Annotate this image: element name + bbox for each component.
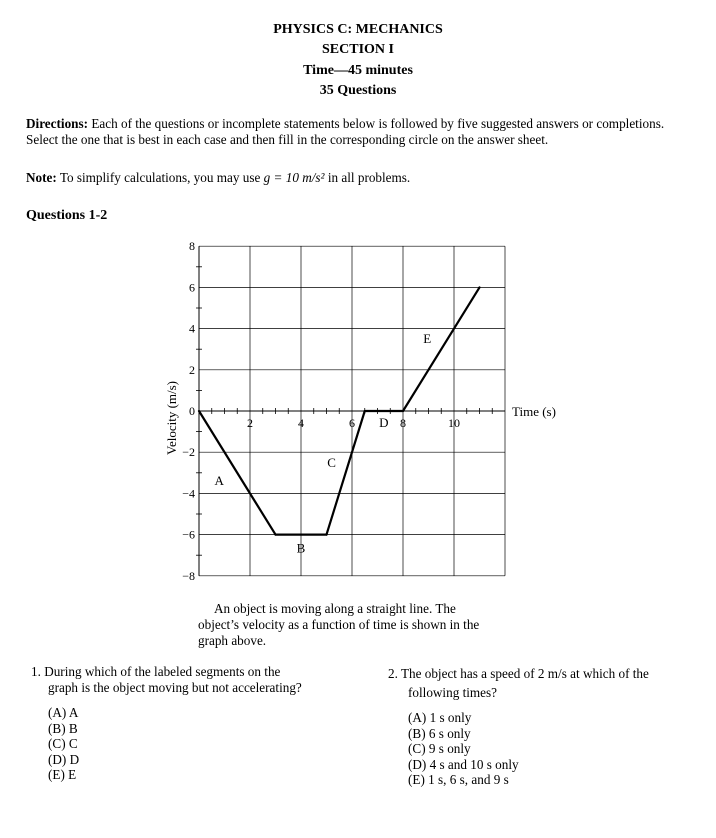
q1-option-d: (D) D <box>48 751 80 767</box>
q1-option-e: (E) E <box>48 767 77 782</box>
x-tick-label: 10 <box>448 416 460 430</box>
question-2 <box>388 666 698 701</box>
q1-option-a: (A) A <box>48 705 79 720</box>
y-tick-label: −2 <box>182 445 195 460</box>
q2-stem-line-1: 2. The object has a speed of 2 m/s at which of the <box>388 666 649 681</box>
caption-line-2: object’s velocity as a function of time is shown in the <box>198 617 480 632</box>
q2-stem-line-2: following times? <box>408 685 498 700</box>
y-tick-label: −6 <box>182 527 195 542</box>
note-label: Note: <box>26 170 57 185</box>
note-formula: g = 10 m/s² <box>263 170 325 185</box>
segment-label: B <box>296 540 306 556</box>
y-tick-label: 2 <box>189 362 195 377</box>
velocity-segment <box>327 411 365 535</box>
section-heading: SECTION I <box>322 42 394 57</box>
y-tick-label: 4 <box>189 321 195 336</box>
x-tick-label: 6 <box>349 416 355 430</box>
q2-options <box>408 710 519 788</box>
graph-caption <box>198 601 528 649</box>
graph-segment-labels <box>215 331 432 555</box>
note-text-after: in all problems. <box>324 170 411 185</box>
velocity-segment <box>403 287 480 411</box>
q1-stem-line-2: graph is the object moving but not accelerating? <box>48 680 302 695</box>
exam-title: PHYSICS C: MECHANICS <box>273 22 443 37</box>
question-count: 35 Questions <box>319 83 397 98</box>
segment-label: D <box>379 415 389 430</box>
y-tick-label: −8 <box>182 568 195 583</box>
y-tick-label: 8 <box>189 239 195 254</box>
q2-option-d: (D) 4 s and 10 s only <box>408 756 519 772</box>
directions-label: Directions: <box>26 116 89 131</box>
y-tick-label: 0 <box>189 404 195 418</box>
segment-label: A <box>214 472 224 488</box>
questions-group-title: Questions 1-2 <box>26 208 108 223</box>
note-text-before: To simplify calculations, you may use <box>59 170 264 185</box>
caption-line-1: An object is moving along a straight line. The <box>214 601 456 616</box>
q1-stem-line-1: 1. During which of the labeled segments on the <box>31 664 281 679</box>
caption-line-3: graph above. <box>198 633 267 648</box>
q1-options <box>48 705 79 783</box>
y-tick-label: −4 <box>182 486 195 501</box>
y-axis-label: Velocity (m/s) <box>164 380 179 455</box>
directions-text: Each of the questions or incomplete statements below is followed by five suggested answers or completions. Select the one that is best in each case and then fill in the corresponding circle on the answer sheet. <box>26 116 665 147</box>
x-tick-label: 4 <box>298 416 304 430</box>
velocity-segment <box>199 411 276 535</box>
q2-option-a: (A) 1 s only <box>408 710 472 725</box>
q1-option-c: (C) C <box>48 736 78 751</box>
q2-option-b: (B) 6 s only <box>408 725 471 741</box>
x-tick-label: 2 <box>247 416 253 430</box>
segment-label: C <box>327 454 336 470</box>
q2-option-e: (E) 1 s, 6 s, and 9 s <box>408 772 509 787</box>
y-tick-label: 6 <box>189 280 195 295</box>
question-1 <box>31 664 361 696</box>
q2-option-c: (C) 9 s only <box>408 741 471 756</box>
time-limit: Time—45 minutes <box>303 63 413 78</box>
segment-label: E <box>423 331 432 347</box>
q1-option-b: (B) B <box>48 720 78 736</box>
x-axis-label: Time (s) <box>512 404 556 419</box>
x-tick-label: 8 <box>400 416 406 430</box>
